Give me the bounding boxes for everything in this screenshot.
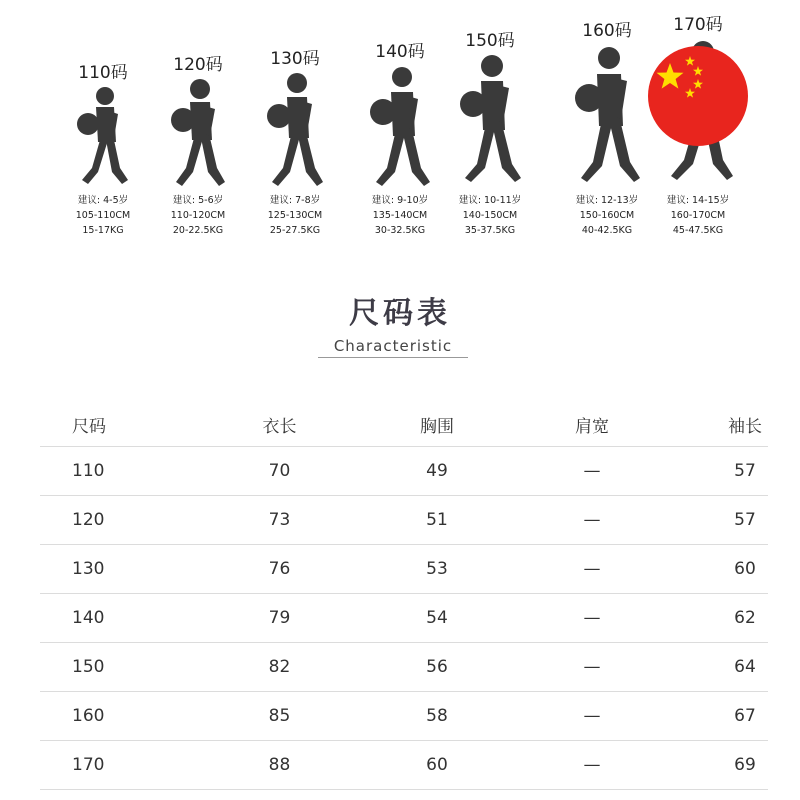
figure-weight: 35-37.5KG	[464, 225, 516, 236]
cell-sleeve: 64	[672, 643, 768, 692]
cell-size: 150	[40, 643, 197, 692]
cell-chest: 60	[362, 741, 512, 790]
figure-size-label: 120码	[173, 55, 223, 75]
figure-info	[240, 193, 350, 238]
flag-stars-icon	[648, 46, 748, 146]
cell-length: 76	[197, 545, 362, 594]
subtitle-underline	[318, 357, 468, 358]
figure-weight: 25-27.5KG	[269, 225, 321, 236]
figure-size-label: 130码	[270, 49, 320, 69]
cell-size: 110	[40, 447, 197, 496]
size-figures	[0, 0, 800, 260]
size-chart-heading	[0, 288, 800, 332]
figure-age: 建议: 10-11岁	[458, 195, 522, 206]
table-row	[40, 447, 768, 496]
cell-size: 130	[40, 545, 197, 594]
cell-size: 170	[40, 741, 197, 790]
figure-info	[643, 193, 753, 238]
cell-chest: 53	[362, 545, 512, 594]
cell-sleeve: 69	[672, 741, 768, 790]
figure-age: 建议: 12-13岁	[575, 195, 639, 206]
figure-110	[48, 0, 158, 250]
figure-height: 125-130CM	[267, 210, 323, 221]
cell-shoulder: —	[512, 545, 672, 594]
figure-age: 建议: 5-6岁	[172, 195, 224, 206]
figure-height: 110-120CM	[170, 210, 226, 221]
cell-length: 79	[197, 594, 362, 643]
cell-chest: 51	[362, 496, 512, 545]
table-row	[40, 545, 768, 594]
figure-size-label: 150码	[465, 31, 515, 51]
cell-length: 73	[197, 496, 362, 545]
table-row	[40, 643, 768, 692]
header-shoulder: 肩宽	[512, 402, 672, 447]
page-subtitle: Characteristic	[333, 337, 453, 355]
child-silhouette-icon	[240, 68, 350, 192]
figure-weight: 45-47.5KG	[672, 225, 724, 236]
child-silhouette-icon	[435, 50, 545, 188]
cell-sleeve: 60	[672, 545, 768, 594]
china-flag-icon	[648, 46, 748, 146]
child-silhouette-icon	[48, 80, 158, 190]
figure-info	[143, 193, 253, 238]
figure-height: 135-140CM	[372, 210, 428, 221]
page-title: 尺码表	[349, 296, 451, 331]
child-silhouette-icon	[143, 74, 253, 192]
figure-height: 160-170CM	[670, 210, 726, 221]
figure-age: 建议: 7-8岁	[269, 195, 321, 206]
figure-age: 建议: 9-10岁	[371, 195, 429, 206]
header-chest: 胸围	[362, 402, 512, 447]
figure-size-label: 110码	[78, 63, 128, 83]
cell-size: 160	[40, 692, 197, 741]
cell-size: 140	[40, 594, 197, 643]
cell-chest: 56	[362, 643, 512, 692]
table-header-row	[40, 402, 768, 447]
cell-chest: 49	[362, 447, 512, 496]
figure-weight: 15-17KG	[82, 225, 124, 236]
cell-chest: 58	[362, 692, 512, 741]
header-sleeve: 袖长	[672, 402, 768, 447]
cell-shoulder: —	[512, 741, 672, 790]
figure-130	[240, 0, 350, 250]
figure-size-label: 140码	[375, 42, 425, 62]
figure-size-label: 170码	[673, 15, 723, 35]
cell-length: 85	[197, 692, 362, 741]
figure-height: 105-110CM	[75, 210, 131, 221]
cell-shoulder: —	[512, 594, 672, 643]
figure-height: 140-150CM	[462, 210, 518, 221]
figure-120	[143, 0, 253, 250]
cell-sleeve: 67	[672, 692, 768, 741]
table-row	[40, 692, 768, 741]
header-length: 衣长	[197, 402, 362, 447]
table-row	[40, 496, 768, 545]
figure-weight: 40-42.5KG	[581, 225, 633, 236]
cell-sleeve: 62	[672, 594, 768, 643]
figure-size-label: 160码	[582, 21, 632, 41]
cell-length: 70	[197, 447, 362, 496]
size-table	[40, 402, 768, 790]
figure-weight: 30-32.5KG	[374, 225, 426, 236]
cell-length: 88	[197, 741, 362, 790]
figure-info	[48, 193, 158, 238]
figure-info	[435, 193, 545, 238]
cell-length: 82	[197, 643, 362, 692]
cell-sleeve: 57	[672, 447, 768, 496]
cell-shoulder: —	[512, 692, 672, 741]
cell-shoulder: —	[512, 643, 672, 692]
cell-chest: 54	[362, 594, 512, 643]
cell-size: 120	[40, 496, 197, 545]
cell-shoulder: —	[512, 496, 672, 545]
figure-height: 150-160CM	[579, 210, 635, 221]
subtitle-block	[318, 337, 468, 358]
cell-sleeve: 57	[672, 496, 768, 545]
figure-150	[435, 0, 545, 250]
table-row	[40, 741, 768, 790]
figure-age: 建议: 4-5岁	[77, 195, 129, 206]
table-row	[40, 594, 768, 643]
figure-weight: 20-22.5KG	[172, 225, 224, 236]
header-size: 尺码	[40, 402, 197, 447]
cell-shoulder: —	[512, 447, 672, 496]
figure-age: 建议: 14-15岁	[666, 195, 730, 206]
